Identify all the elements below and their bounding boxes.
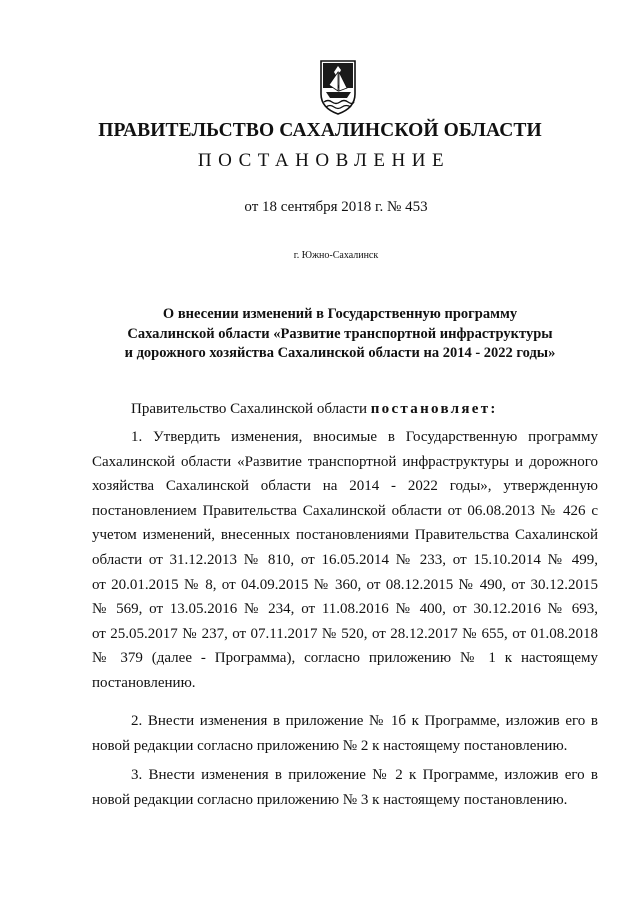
preamble-emphasis: постановляет: [370,401,498,417]
heading-line: и дорожного хозяйства Сахалинской области на 2014 - 2022 годы» [124,345,556,361]
preamble [131,401,498,418]
paragraph-line: Сахалинской области «Развитие транспортной инфраструктуры и дорожного [92,453,598,470]
paragraph-2 [92,709,598,758]
document-heading [100,305,580,364]
document-type: ПОСТАНОВЛЕНИЕ [197,150,451,171]
paragraph-line: 3. Внести изменения в приложение № 2 к Программе, изложив его в [131,767,598,783]
paragraph-line: постановлением Правительства Сахалинской области от 06.08.2013 № 426 с [92,502,598,519]
paragraph-line: № 569, от 13.05.2016 № 234, от 11.08.2016 № 400, от 30.12.2016 № 693, [92,601,598,618]
paragraph-line: новой редакции согласно приложению № 3 к настоящему постановлению. [92,791,568,808]
paragraph-line: постановлению. [92,674,196,691]
paragraph-line: № 379 (далее - Программа), согласно приложению № 1 к настоящему [92,650,598,667]
paragraph-3 [92,763,598,812]
paragraph-line: учетом изменений, внесенных постановлениями Правительства Сахалинской [92,527,598,544]
paragraph-line: области от 31.12.2013 № 810, от 16.05.2014 № 233, от 15.10.2014 № 499, [92,551,598,568]
paragraph-line: хозяйства Сахалинской области на 2014 - 2022 годы», утвержденную [92,478,598,495]
document-date-number: от 18 сентября 2018 г. № 453 [244,199,428,215]
paragraph-line: 2. Внести изменения в приложение № 1б к Программе, изложив его в [131,713,598,729]
document-city: г. Южно-Сахалинск [293,250,379,261]
paragraph-line: от 20.01.2015 № 8, от 04.09.2015 № 360, от 08.12.2015 № 490, от 30.12.2015 [92,576,598,593]
paragraph-line: 1. Утвердить изменения, вносимые в Государственную программу [131,429,598,445]
heading-line: О внесении изменений в Государственную программу [162,306,518,322]
paragraph-line: от 25.05.2017 № 237, от 07.11.2017 № 520, от 28.12.2017 № 655, от 01.08.2018 [92,625,598,642]
preamble-text: Правительство Сахалинской области [131,401,367,417]
heading-line: Сахалинской области «Развитие транспортной инфраструктуры [127,325,553,342]
paragraph-1 [92,425,598,696]
coat-of-arms-emblem [318,58,358,116]
government-title: ПРАВИТЕЛЬСТВО САХАЛИНСКОЙ ОБЛАСТИ [98,120,542,141]
paragraph-line: новой редакции согласно приложению № 2 к настоящему постановлению. [92,737,568,754]
